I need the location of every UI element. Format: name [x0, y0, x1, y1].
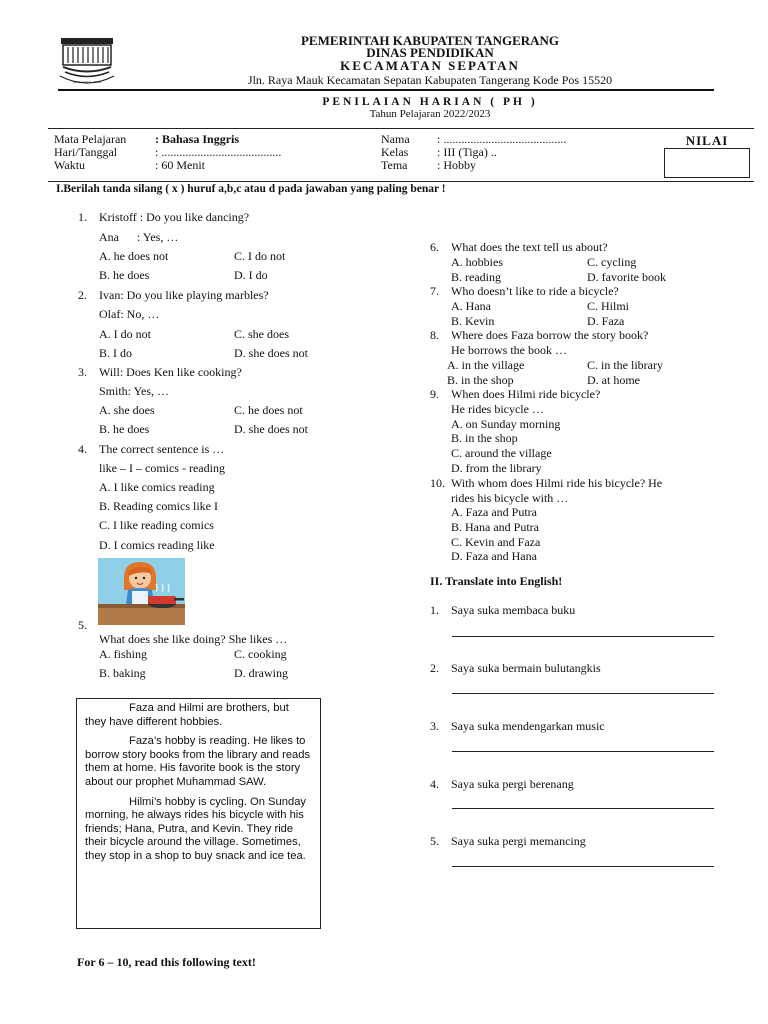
option-d[interactable]: D. I comics reading like — [99, 538, 215, 552]
question-number: 4. — [78, 442, 87, 456]
option-a[interactable]: A. on Sunday morning — [451, 417, 561, 431]
option-d[interactable]: D. she does not — [234, 346, 308, 360]
name-value[interactable]: : ......................................... — [437, 132, 567, 146]
reading-passage-box — [76, 698, 321, 929]
question-stem: He borrows the book … — [451, 343, 567, 357]
section-2-heading: II. Translate into English! — [430, 574, 563, 588]
subject-label: Mata Pelajaran — [54, 132, 127, 146]
answer-line[interactable] — [452, 751, 714, 752]
option-a[interactable]: A. she does — [99, 403, 155, 417]
header-address: Jln. Raya Mauk Kecamatan Sepatan Kabupaten Tangerang Kode Pos 15520 — [247, 73, 613, 87]
question-dialog: Ana : Yes, … — [99, 230, 179, 244]
option-a[interactable]: A. he does not — [99, 249, 169, 263]
cooking-girl-illustration — [98, 558, 185, 625]
option-d[interactable]: D. she does not — [234, 422, 308, 436]
option-a[interactable]: A. Faza and Putra — [451, 505, 537, 519]
question-text: When does Hilmi ride bicycle? — [451, 387, 601, 401]
passage-paragraph-3: Hilmi’s hobby is cycling. On Sunday morning, he always rides his bicycle with his friends; Hana, Putra, and Kevin. They ride their bicycle around the village. Sometimes, they stop in a shop to buy snack and ice tea. — [85, 795, 307, 862]
logo-motto: BUMI MAH AL ADAB — [72, 80, 102, 84]
score-box[interactable] — [664, 148, 750, 178]
translate-sentence: Saya suka membaca buku — [451, 603, 576, 617]
score-label: NILAI — [685, 133, 729, 148]
question-number: 7. — [430, 284, 439, 298]
passage-paragraph-1: Faza and Hilmi are brothers, but they have different hobbies. — [85, 702, 289, 728]
question-number: 8. — [430, 328, 439, 342]
option-c[interactable]: C. cooking — [234, 647, 287, 661]
option-c[interactable]: C. cycling — [587, 255, 637, 269]
question-text: What does she like doing? She likes … — [99, 632, 288, 646]
question-text: With whom does Hilmi ride his bicycle? He — [451, 476, 663, 490]
question-text: Kristoff : Do you like dancing? — [99, 210, 250, 224]
header-line-1: PEMERINTAH KABUPATEN TANGERANG — [300, 33, 560, 48]
translate-sentence: Saya suka pergi berenang — [451, 777, 574, 791]
option-a[interactable]: A. Hana — [451, 299, 491, 313]
passage-instruction: For 6 – 10, read this following text! — [77, 955, 256, 969]
question-dialog: Smith: Yes, … — [99, 384, 170, 398]
option-d[interactable]: D. at home — [587, 373, 640, 387]
option-d[interactable]: D. Faza and Hana — [451, 549, 537, 563]
option-b[interactable]: B. reading — [451, 270, 501, 284]
question-stem: He rides bicycle … — [451, 402, 544, 416]
question-stem: rides his bicycle with … — [451, 491, 569, 505]
option-b[interactable]: B. in the shop — [451, 431, 518, 445]
header-line-3: KECAMATAN SEPATAN — [340, 58, 520, 73]
question-number: 9. — [430, 387, 439, 401]
section-1-instruction: I.Berilah tanda silang ( x ) huruf a,b,c atau d pada jawaban yang paling benar ! — [56, 183, 446, 195]
question-words: like – I – comics - reading — [99, 461, 225, 475]
government-logo — [58, 36, 116, 88]
option-c[interactable]: C. he does not — [234, 403, 303, 417]
info-rule-top — [48, 128, 754, 129]
class-value: : III (Tiga) .. — [437, 145, 497, 159]
option-b[interactable]: B. Reading comics like I — [99, 499, 218, 513]
class-label: Kelas — [381, 145, 409, 159]
question-dialog: Olaf: No, … — [99, 307, 160, 321]
option-d[interactable]: D. from the library — [451, 461, 542, 475]
question-text: The correct sentence is … — [99, 442, 225, 456]
option-a[interactable]: A. hobbies — [451, 255, 503, 269]
option-b[interactable]: B. baking — [99, 666, 146, 680]
answer-line[interactable] — [452, 808, 714, 809]
school-year: Tahun Pelajaran 2022/2023 — [369, 108, 491, 120]
header-rule — [58, 89, 714, 91]
theme-label: Tema — [381, 158, 408, 172]
answer-line[interactable] — [452, 866, 714, 867]
question-text: Where does Faza borrow the story book? — [451, 328, 649, 342]
translate-sentence: Saya suka bermain bulutangkis — [451, 661, 601, 675]
option-a[interactable]: A. in the village — [447, 358, 525, 372]
option-c[interactable]: C. I like reading comics — [99, 518, 214, 532]
option-b[interactable]: B. Hana and Putra — [451, 520, 539, 534]
option-a[interactable]: A. fishing — [99, 647, 147, 661]
question-text: Will: Does Ken like cooking? — [99, 365, 242, 379]
translate-number: 4. — [430, 777, 439, 791]
option-d[interactable]: D. drawing — [234, 666, 288, 680]
question-number: 10. — [430, 476, 445, 490]
time-label: Waktu — [54, 158, 86, 172]
option-a[interactable]: A. I do not — [99, 327, 151, 341]
option-a[interactable]: A. I like comics reading — [99, 480, 215, 494]
option-c[interactable]: C. in the library — [587, 358, 663, 372]
option-c[interactable]: C. I do not — [234, 249, 286, 263]
option-c[interactable]: C. Kevin and Faza — [451, 535, 541, 549]
subject-value: : Bahasa Inggris — [155, 132, 240, 146]
option-b[interactable]: B. he does — [99, 422, 150, 436]
option-b[interactable]: B. I do — [99, 346, 132, 360]
date-value[interactable]: : ........................................ — [155, 145, 282, 159]
answer-line[interactable] — [452, 693, 714, 694]
option-d[interactable]: D. Faza — [587, 314, 625, 328]
date-label: Hari/Tanggal — [54, 145, 118, 159]
question-number: 3. — [78, 365, 87, 379]
header-line-2: DINAS PENDIDIKAN — [366, 45, 494, 60]
time-value: : 60 Menit — [155, 158, 205, 172]
answer-line[interactable] — [452, 636, 714, 637]
theme-value: : Hobby — [437, 158, 476, 172]
option-d[interactable]: D. I do — [234, 268, 268, 282]
name-label: Nama — [381, 132, 410, 146]
option-c[interactable]: C. around the village — [451, 446, 552, 460]
option-b[interactable]: B. he does — [99, 268, 150, 282]
question-number: 5. — [78, 618, 87, 632]
exam-title: PENILAIAN HARIAN ( PH ) — [322, 96, 538, 108]
question-number: 2. — [78, 288, 87, 302]
question-text: Who doesn’t like to ride a bicycle? — [451, 284, 619, 298]
question-text: What does the text tell us about? — [451, 240, 608, 254]
question-number: 1. — [78, 210, 87, 224]
option-c[interactable]: C. Hilmi — [587, 299, 630, 313]
question-text: Ivan: Do you like playing marbles? — [99, 288, 269, 302]
option-d[interactable]: D. favorite book — [587, 270, 666, 284]
translate-number: 2. — [430, 661, 439, 675]
passage-paragraph-2: Faza’s hobby is reading. He likes to borrow story books from the library and reads them at home. His favorite book is the story about our prophet Muhammad SAW. — [85, 735, 311, 788]
translate-number: 5. — [430, 834, 439, 848]
translate-sentence: Saya suka pergi memancing — [451, 834, 586, 848]
translate-number: 3. — [430, 719, 439, 733]
option-c[interactable]: C. she does — [234, 327, 289, 341]
translate-sentence: Saya suka mendengarkan music — [451, 719, 605, 733]
translate-number: 1. — [430, 603, 439, 617]
question-number: 6. — [430, 240, 439, 254]
option-b[interactable]: B. Kevin — [451, 314, 495, 328]
option-b[interactable]: B. in the shop — [447, 373, 514, 387]
